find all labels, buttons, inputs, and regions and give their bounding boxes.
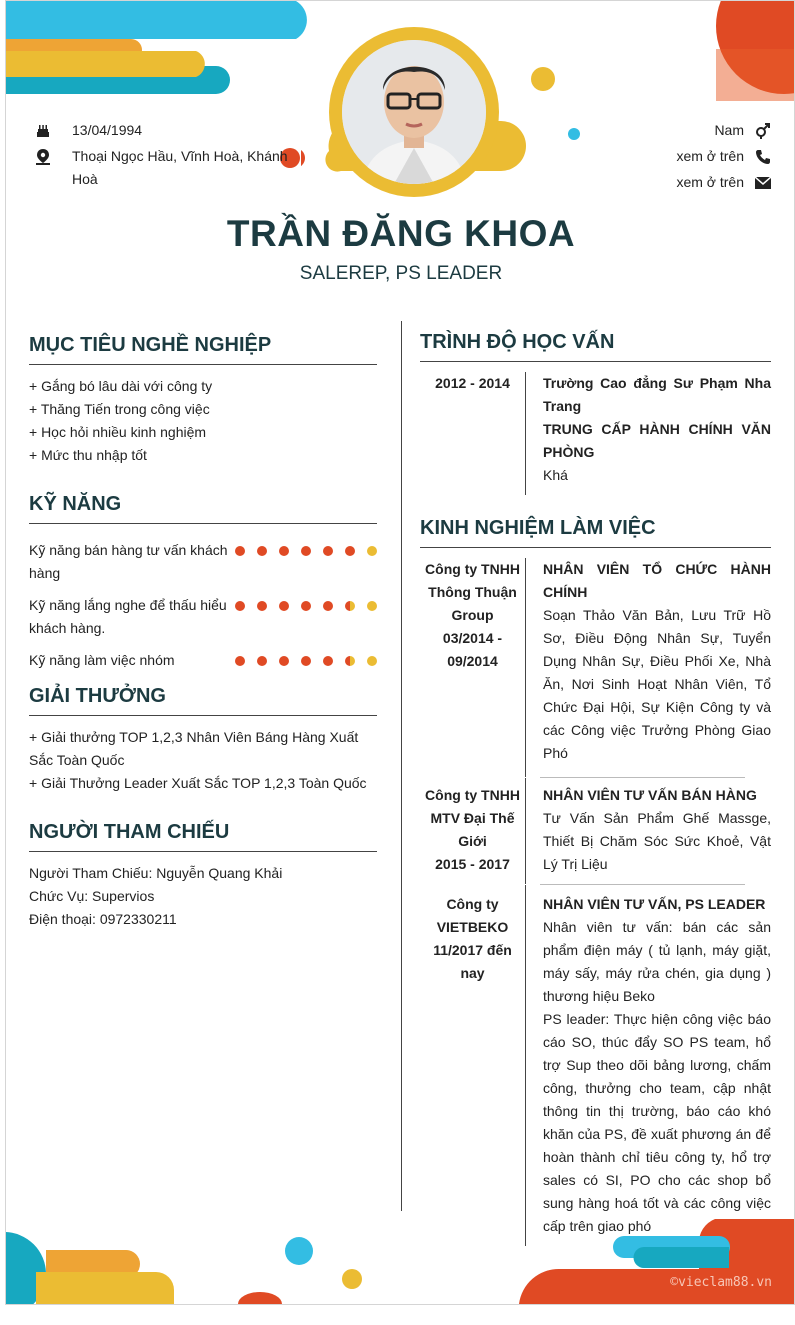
skill-dot <box>367 546 377 556</box>
skill-dot <box>257 601 267 611</box>
column-divider <box>401 321 402 1211</box>
skill-dot <box>279 546 289 556</box>
gender-row <box>676 119 772 142</box>
email-row <box>676 171 772 194</box>
skills-title: KỸ NĂNG <box>29 493 377 524</box>
portrait-photo <box>342 40 486 184</box>
skill-dot <box>367 656 377 666</box>
skill-row <box>29 649 377 672</box>
school-name: Trường Cao đẳng Sư Phạm Nha Trang <box>543 375 771 414</box>
experience-entry <box>420 778 771 884</box>
work-period: 11/2017 đến nay <box>433 942 512 981</box>
major-name: TRUNG CẤP HÀNH CHÍNH VĂN PHÒNG <box>543 421 771 460</box>
skill-dot <box>235 656 245 666</box>
skill-dot <box>257 546 267 556</box>
top-left-decoration <box>6 1 326 101</box>
skill-dot <box>301 656 311 666</box>
objective-title: MỤC TIÊU NGHỀ NGHIỆP <box>29 334 377 365</box>
envelope-icon <box>754 171 772 194</box>
job-title: SALEREP, PS LEADER <box>299 263 503 284</box>
awards-section <box>29 685 377 795</box>
skill-dot <box>345 656 355 666</box>
position-title: NHÂN VIÊN TƯ VẤN, PS LEADER <box>543 896 766 912</box>
skill-row <box>29 539 377 585</box>
skill-dot <box>301 546 311 556</box>
avatar <box>342 40 486 184</box>
experience-company-period <box>420 558 525 777</box>
job-description: PS leader: Thực hiện công việc báo cáo SO, thúc đẩy SO PS team, hổ trợ Sup theo dõi bảng lương, chấm công, thưởng cho team, cập nhật thông tin thị trường, báo cáo khó khăn của PS, đề xuất phương án để hoàn thành chỉ tiêu công ty, hổ trợ sales có SI, PO cho các shop bổ sung hàng hoá tốt và các công việc cấp trên giao phó <box>543 1011 771 1234</box>
personal-info-right <box>676 119 772 194</box>
experience-details <box>525 778 771 884</box>
bottom-left-decoration <box>6 1214 426 1304</box>
bottom-right-decoration <box>519 1214 794 1304</box>
candidate-name: TRẦN ĐĂNG KHOA <box>226 213 576 254</box>
skill-dot <box>257 656 267 666</box>
objective-section <box>29 334 377 467</box>
birthday-cake-icon <box>34 119 52 142</box>
location-pin-icon <box>34 145 52 168</box>
reference-line: Người Tham Chiếu: Nguyễn Quang Khải <box>29 865 283 881</box>
objective-item: + Thăng Tiến trong công việc <box>29 401 210 417</box>
watermark: ©vieclam88.vn <box>670 1275 772 1290</box>
experience-title: KINH NGHIỆM LÀM VIỆC <box>420 517 771 548</box>
skill-dot <box>235 601 245 611</box>
company-name: Công ty TNHH Thông Thuận Group <box>425 561 520 623</box>
cv-page <box>5 0 795 1305</box>
reference-title: NGƯỜI THAM CHIẾU <box>29 821 377 852</box>
skill-dot <box>323 546 333 556</box>
skill-dot <box>279 656 289 666</box>
skill-rating <box>235 601 377 611</box>
reference-section <box>29 821 377 931</box>
award-item: + Giải Thưởng Leader Xuất Sắc TOP 1,2,3 Toàn Quốc <box>29 775 367 791</box>
birthday-text: 13/04/1994 <box>72 122 143 138</box>
grade: Khá <box>543 467 568 483</box>
experience-entry <box>420 885 771 1246</box>
skill-dot <box>345 546 355 556</box>
education-title: TRÌNH ĐỘ HỌC VẤN <box>420 331 771 362</box>
reference-line: Chức Vụ: Supervios <box>29 888 155 904</box>
work-period: 2015 - 2017 <box>435 856 510 872</box>
skill-label: Kỹ năng làm việc nhóm <box>29 652 175 668</box>
job-description: Nhân viên tư vấn: bán các sản phẩm điện máy ( tủ lạnh, máy giặt, máy sấy, máy rửa chén, gia dụng ) thương hiệu Beko <box>543 919 771 1004</box>
company-name: Công ty VIETBEKO <box>436 896 509 935</box>
job-description: Tư Vấn Sản Phẩm Ghế Massge, Thiết Bị Chăm Sóc Sức Khoẻ, Vật Lý Trị Liệu <box>543 810 771 872</box>
experience-company-period <box>420 885 525 1246</box>
skill-dot <box>323 656 333 666</box>
objective-item: + Gắng bó lâu dài với công ty <box>29 378 213 394</box>
skill-dot <box>279 601 289 611</box>
left-column <box>29 334 377 931</box>
address-row <box>34 145 294 191</box>
skill-label: Kỹ năng bán hàng tư vấn khách hàng <box>29 542 228 581</box>
birthday-row <box>34 119 294 142</box>
experience-section <box>420 517 771 1246</box>
experience-details <box>525 558 771 777</box>
skill-dot <box>301 601 311 611</box>
skill-dot <box>345 601 355 611</box>
skill-rating <box>235 546 377 556</box>
address-text: Thoại Ngọc Hầu, Vĩnh Hoà, Khánh Hoà <box>72 148 288 187</box>
company-name: Công ty TNHH MTV Đại Thế Giới <box>425 787 520 849</box>
gender-icon <box>754 119 772 142</box>
experience-details <box>525 885 771 1246</box>
phone-text[interactable]: xem ở trên <box>676 148 744 164</box>
personal-info-left <box>34 119 294 191</box>
education-period: 2012 - 2014 <box>435 375 510 391</box>
education-entry <box>420 372 771 495</box>
top-right-decoration <box>664 1 794 101</box>
experience-entry <box>420 558 771 777</box>
skills-section <box>29 493 377 672</box>
awards-title: GIẢI THƯỞNG <box>29 685 377 716</box>
objective-item: + Học hỏi nhiều kinh nghiệm <box>29 424 207 440</box>
phone-row <box>676 145 772 168</box>
skill-rating <box>235 656 377 666</box>
phone-icon <box>754 145 772 168</box>
reference-line: Điện thoại: 0972330211 <box>29 911 177 927</box>
award-item: + Giải thưởng TOP 1,2,3 Nhân Viên Báng Hàng Xuất Sắc Toàn Quốc <box>29 729 359 768</box>
work-period: 03/2014 - 09/2014 <box>442 630 503 669</box>
position-title: NHÂN VIÊN TỔ CHỨC HÀNH CHÍNH <box>543 561 771 600</box>
skill-label: Kỹ năng lắng nghe để thấu hiểu khách hàng. <box>29 597 227 636</box>
gender-text: Nam <box>714 122 744 138</box>
email-text[interactable]: xem ở trên <box>676 174 744 190</box>
job-description: Soạn Thảo Văn Bản, Lưu Trữ Hồ Sơ, Điều Động Nhân Sự, Tuyển Dụng Nhân Sự, Điều Phối Xe, Nhà Ăn, Nơi Sinh Hoạt Nhân Viên, Tổ Chức Đại Hội, Sự Kiện Công ty và các Công việc Trưởng Phòng Giao Phó <box>543 607 771 761</box>
right-column <box>420 331 771 1246</box>
skill-dot <box>323 601 333 611</box>
position-title: NHÂN VIÊN TƯ VẤN BÁN HÀNG <box>543 787 757 803</box>
skill-dot <box>367 601 377 611</box>
skill-row <box>29 594 377 640</box>
experience-company-period <box>420 778 525 884</box>
skill-dot <box>235 546 245 556</box>
education-section <box>420 331 771 495</box>
objective-item: + Mức thu nhập tốt <box>29 447 147 463</box>
education-details <box>525 372 771 495</box>
